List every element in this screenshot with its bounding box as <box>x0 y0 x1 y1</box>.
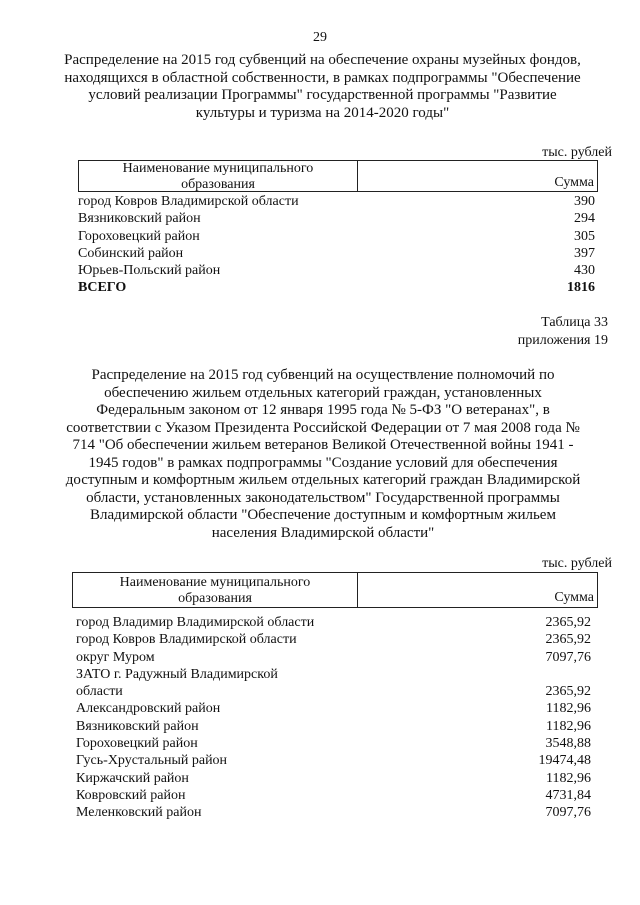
row-name: город Владимир Владимирской области <box>76 615 315 630</box>
section2-table-body <box>76 614 591 821</box>
table-reference-line1: Таблица 33 <box>541 315 608 330</box>
row-value: 7097,76 <box>545 649 591 665</box>
table-row <box>78 262 595 279</box>
section1-title <box>60 52 585 122</box>
section2-title-line: 1945 годов" в рамках подпрограммы "Создание условий для обеспечения <box>88 454 558 471</box>
page-number: 29 <box>313 30 327 45</box>
row-name: Гороховецкий район <box>78 228 200 244</box>
row-name: Гороховецкий район <box>76 735 198 751</box>
section2-title-line: 714 "Об обеспечении жильем ветеранов Великой Отечественной войны 1941 - <box>72 437 574 453</box>
row-name: Гусь-Хрустальный район <box>76 753 228 769</box>
header-sum-cell: Сумма <box>554 175 594 190</box>
row-value: 2365,92 <box>545 615 591 630</box>
row-name: Собинский район <box>78 245 184 261</box>
row-name: Киржачский район <box>76 770 189 786</box>
header-name-cell <box>73 575 357 607</box>
row-name: Александровский район <box>76 701 221 717</box>
row-name: округ Муром <box>76 649 155 665</box>
table-row <box>78 193 595 210</box>
table-row <box>76 804 591 821</box>
row-value: 1182,96 <box>546 718 591 734</box>
table-row <box>76 752 591 769</box>
total-label: ВСЕГО <box>78 280 127 296</box>
row-value: 305 <box>574 228 595 244</box>
section2-title-line: доступным и комфортным жильем отдельных категорий граждан Владимирской <box>65 472 581 488</box>
table-reference-line2: приложения 19 <box>517 333 608 348</box>
table-row <box>76 770 591 787</box>
section1-title-line: условий реализации Программы" государственной программы "Развитие <box>88 87 557 103</box>
section2-title <box>58 367 588 542</box>
row-value: 4731,84 <box>545 787 591 803</box>
header-divider <box>357 573 358 607</box>
table-row <box>76 700 591 717</box>
row-value: 19474,48 <box>538 753 591 769</box>
row-value: 1182,96 <box>546 770 591 786</box>
row-value: 390 <box>574 194 595 209</box>
row-name: Юрьев-Польский район <box>78 263 221 279</box>
section2-title-line: Распределение на 2015 год субвенций на осуществление полномочий по <box>91 367 555 383</box>
table-row <box>76 666 591 701</box>
header-sum-cell: Сумма <box>554 590 594 605</box>
row-value: 430 <box>574 263 595 279</box>
section1-title-line: Распределение на 2015 год субвенций на обеспечение охраны музейных фондов, <box>64 52 581 68</box>
row-value: 1182,96 <box>546 701 591 717</box>
header-name-cell <box>79 161 357 193</box>
section1-units: тыс. рублей <box>542 145 612 160</box>
table-row <box>76 614 591 631</box>
total-value: 1816 <box>567 280 595 296</box>
section2-title-line: Федеральным законом от 12 января 1995 года № 5-ФЗ "О ветеранах", в <box>96 402 550 418</box>
row-value: 7097,76 <box>545 805 591 821</box>
row-name-line1: ЗАТО г. Радужный Владимирской <box>76 666 278 682</box>
row-name: Ковровский район <box>76 787 186 803</box>
section2-table-header <box>72 572 598 608</box>
row-name: Вязниковский район <box>76 718 199 734</box>
row-name: город Ковров Владимирской области <box>76 632 297 648</box>
table-row <box>76 631 591 648</box>
header-name-line2: образования <box>181 177 255 192</box>
section2-units: тыс. рублей <box>542 556 612 571</box>
row-name: Вязниковский район <box>78 211 201 227</box>
total-row <box>78 279 595 296</box>
table-row <box>76 787 591 804</box>
row-name: Меленковский район <box>76 805 202 821</box>
header-name-line2: образования <box>178 591 252 606</box>
section2-title-line: обеспечению жильем отдельных категорий граждан, установленных <box>104 384 542 401</box>
header-name-line1: Наименование муниципального <box>122 161 314 176</box>
row-name-line2: области <box>76 684 123 700</box>
table-row <box>76 649 591 666</box>
table-row <box>78 228 595 245</box>
section2-title-line: области, установленных законодательством" Государственной программы <box>86 489 560 506</box>
table-reference <box>518 314 608 350</box>
section1-title-line: культуры и туризма на 2014-2020 годы" <box>195 104 450 121</box>
header-divider <box>357 161 358 191</box>
row-value: 294 <box>574 211 595 227</box>
row-name <box>76 666 278 701</box>
section1-title-line: находящихся в областной собственности, в рамках подпрограммы "Обеспечение <box>64 69 581 86</box>
row-value: 2365,92 <box>545 684 591 700</box>
section1-table-body <box>78 193 595 297</box>
table-row <box>76 718 591 735</box>
table-row <box>76 735 591 752</box>
section1-table-header <box>78 160 598 192</box>
section2-title-line: населения Владимирской области" <box>211 524 435 541</box>
row-name: город Ковров Владимирской области <box>78 194 299 209</box>
table-row <box>78 210 595 227</box>
section2-title-line: соответствии с Указом Президента Российской Федерации от 7 мая 2008 года № <box>66 419 580 436</box>
row-value: 3548,88 <box>545 735 591 751</box>
section2-title-line: Владимирской области "Обеспечение доступным и комфортным жильем <box>90 507 556 523</box>
header-name-line1: Наименование муниципального <box>119 575 311 590</box>
row-value: 397 <box>574 245 595 261</box>
table-row <box>78 245 595 262</box>
row-value: 2365,92 <box>545 632 591 648</box>
